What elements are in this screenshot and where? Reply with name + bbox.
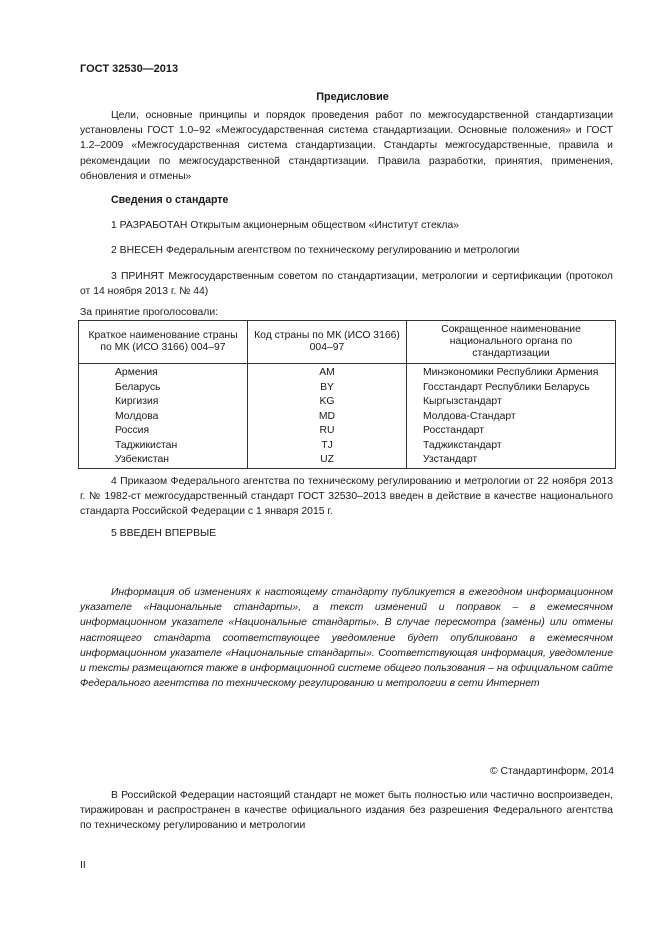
cell-country: Киргизия (79, 395, 248, 410)
header-code: Код страны по МК (ИСО 3166) 004–97 (248, 321, 407, 364)
table-row (79, 381, 616, 396)
copyright: © Стандартинформ, 2014 (489, 766, 614, 777)
cell-code: BY (248, 381, 407, 396)
info-heading: Сведения о стандарте (111, 194, 229, 206)
item-developed: 1 РАЗРАБОТАН Открытым акционерным обществом «Институт стекла» (111, 220, 460, 231)
table-caption: За принятие проголосовали: (80, 307, 219, 318)
cell-code: KG (248, 395, 407, 410)
header-body: Сокращенное наименование национального органа по стандартизации (407, 321, 616, 364)
cell-country: Таджикистан (79, 439, 248, 454)
cell-code: RU (248, 424, 407, 439)
cell-country: Беларусь (79, 381, 248, 396)
cell-code: AM (248, 364, 407, 381)
voting-table (78, 320, 616, 469)
cell-body: Таджикстандарт (407, 439, 616, 454)
cell-code: MD (248, 410, 407, 425)
table-row (79, 439, 616, 454)
footer-notice: В Российской Федерации настоящий стандарт не может быть полностью или частично воспроизведен, тиражирован и распространен в качестве официального издания без разрешения Федерального агентства по техническому регулированию и метрологии (80, 790, 613, 832)
change-notice: Информация об изменениях к настоящему стандарту публикуется в ежегодном информационном указателе «Национальные стандарты», а текст изменений и поправок – в ежемесячном информационном указателе «Национальные стандарты». В случае пересмотра (замены) или отмены настоящего стандарта соответствующее уведомление будет опубликовано в ежемесячном информационном указателе «Национальные стандарты». Соответствующая информация, уведомление и тексты размещаются также в информационной системе общего пользования – на официальном сайте Федерального агентства по техническому регулированию и метрологии в сети Интернет (80, 587, 613, 690)
item-enacted: 4 Приказом Федерального агентства по техническому регулированию и метрологии от 22 ноября 2013 г. № 1982-ст межгосударственный стандарт ГОСТ 32530–2013 введен в действие в качестве национального стандарта Российской Федерации с 1 января 2015 г. (80, 476, 613, 518)
cell-body: Госстандарт Республики Беларусь (407, 381, 616, 396)
cell-code: TJ (248, 439, 407, 454)
page-title: Предисловие (316, 91, 389, 103)
cell-body: Узстандарт (407, 453, 616, 468)
item-first-introduced: 5 ВВЕДЕН ВПЕРВЫЕ (111, 528, 217, 539)
header-country: Краткое наименование страны по МК (ИСО 3166) 004–97 (79, 321, 248, 364)
intro-paragraph: Цели, основные принципы и порядок проведения работ по межгосударственной стандартизации установлены ГОСТ 1.0–92 «Межгосударственная система стандартизации. Основные положения» и ГОСТ 1.2–2009 «Межгосударственная система стандартизации. Стандарты межгосударственные, правила и рекомендации по межгосударственной стандартизации. Правила разработки, принятия, применения, обновления и отмены» (80, 110, 613, 182)
item-submitted: 2 ВНЕСЕН Федеральным агентством по техническому регулированию и метрологии (111, 245, 520, 256)
document-id: ГОСТ 32530—2013 (80, 63, 179, 75)
cell-country: Узбекистан (79, 453, 248, 468)
cell-body: Кыргызстандарт (407, 395, 616, 410)
page-number: II (80, 860, 86, 871)
table-row (79, 395, 616, 410)
table-row (79, 364, 616, 381)
cell-body: Росстандарт (407, 424, 616, 439)
table-row (79, 410, 616, 425)
item-adopted: 3 ПРИНЯТ Межгосударственным советом по стандартизации, метрологии и сертификации (протокол от 14 ноября 2013 г. № 44) (80, 271, 613, 298)
cell-body: Молдова-Стандарт (407, 410, 616, 425)
cell-country: Молдова (79, 410, 248, 425)
table-header-row (79, 321, 616, 364)
cell-country: Армения (79, 364, 248, 381)
cell-body: Минэкономики Республики Армения (407, 364, 616, 381)
table-row (79, 453, 616, 468)
cell-code: UZ (248, 453, 407, 468)
cell-country: Россия (79, 424, 248, 439)
table-row (79, 424, 616, 439)
